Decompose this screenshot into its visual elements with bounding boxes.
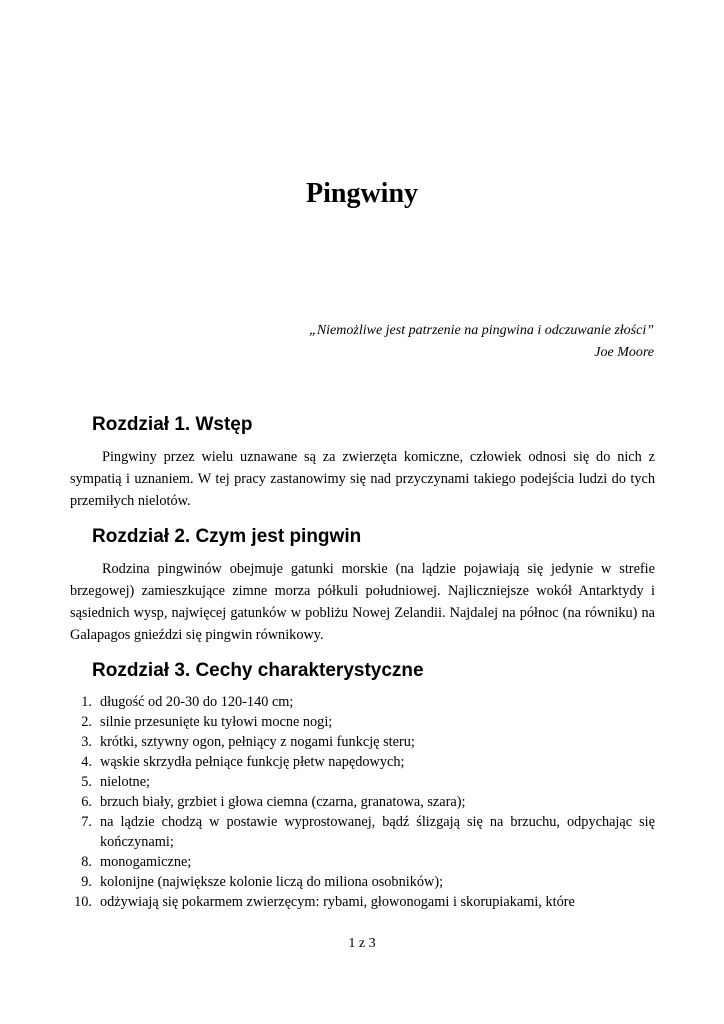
list-item-text: krótki, sztywny ogon, pełniący z nogami funkcję steru; [100,734,415,750]
list-item-number: 8. [81,854,92,870]
list-item-text: brzuch biały, grzbiet i głowa ciemna (czarna, granatowa, szara); [100,794,466,810]
list-item-number: 7. [81,814,92,830]
section-paragraph: Pingwiny przez wielu uznawane są za zwierzęta komiczne, człowiek odnosi się do nich z sympatią i uznaniem. W tej pracy zastanowimy się nad przyczynami takiego podejścia ludzi do tych przemiłych nielotów. [70,449,655,509]
section-heading: Rozdział 1. Wstęp [92,414,253,435]
list-item-text: nielotne; [100,774,151,790]
epigraph [154,320,654,364]
section-paragraph: Rodzina pingwinów obejmuje gatunki morskie (na lądzie pojawiają się jedynie w strefie brzegowej) zamieszkujące zimne morza półkuli południowej. Najliczniejsze wokół Antarktydy i sąsiednich wysp, najwięcej gatunków w pobliżu Nowej Zelandii. Najdalej na północ (na równiku) na Galapagos gnieździ się pingwin równikowy. [70,561,655,643]
section-characteristics [70,656,655,912]
section-what-is-penguin [70,522,655,646]
section-heading: Rozdział 2. Czym jest pingwin [92,526,362,547]
list-item-number: 1. [81,694,92,710]
list-item-number: 10. [74,894,92,910]
list-item [70,772,655,792]
list-item-number: 4. [81,754,92,770]
characteristics-list [70,692,655,912]
list-item [70,812,655,852]
list-item-text: kolonijne (największe kolonie liczą do miliona osobników); [100,874,444,890]
list-item-number: 5. [81,774,92,790]
list-item-number: 6. [81,794,92,810]
list-item-number: 3. [81,734,92,750]
list-item [70,692,655,712]
document-title: Pingwiny [305,178,419,209]
list-item [70,752,655,772]
list-item-text: monogamiczne; [100,854,192,870]
list-item [70,852,655,872]
list-item [70,892,655,912]
document-body [70,410,655,918]
section-introduction [70,410,655,512]
list-item-text: na lądzie chodzą w postawie wyprostowanej, bądź ślizgają się na brzuchu, odpychając się kończynami; [100,814,655,850]
list-item [70,732,655,752]
list-item-text: odżywiają się pokarmem zwierzęcym: rybami, głowonogami i skorupiakami, które [100,894,575,910]
list-item-text: wąskie skrzydła pełniące funkcję płetw napędowych; [100,754,405,770]
list-item [70,712,655,732]
list-item [70,872,655,892]
epigraph-author: Joe Moore [594,345,654,360]
list-item-number: 9. [81,874,92,890]
list-item-text: silnie przesunięte ku tyłowi mocne nogi; [100,714,333,730]
list-item-number: 2. [81,714,92,730]
list-item-text: długość od 20-30 do 120-140 cm; [100,694,294,710]
section-heading: Rozdział 3. Cechy charakterystyczne [92,660,424,681]
page-number: 1 z 3 [348,936,376,951]
list-item [70,792,655,812]
epigraph-quote: „Niemożliwe jest patrzenie na pingwina i odczuwanie złości” [309,323,654,338]
